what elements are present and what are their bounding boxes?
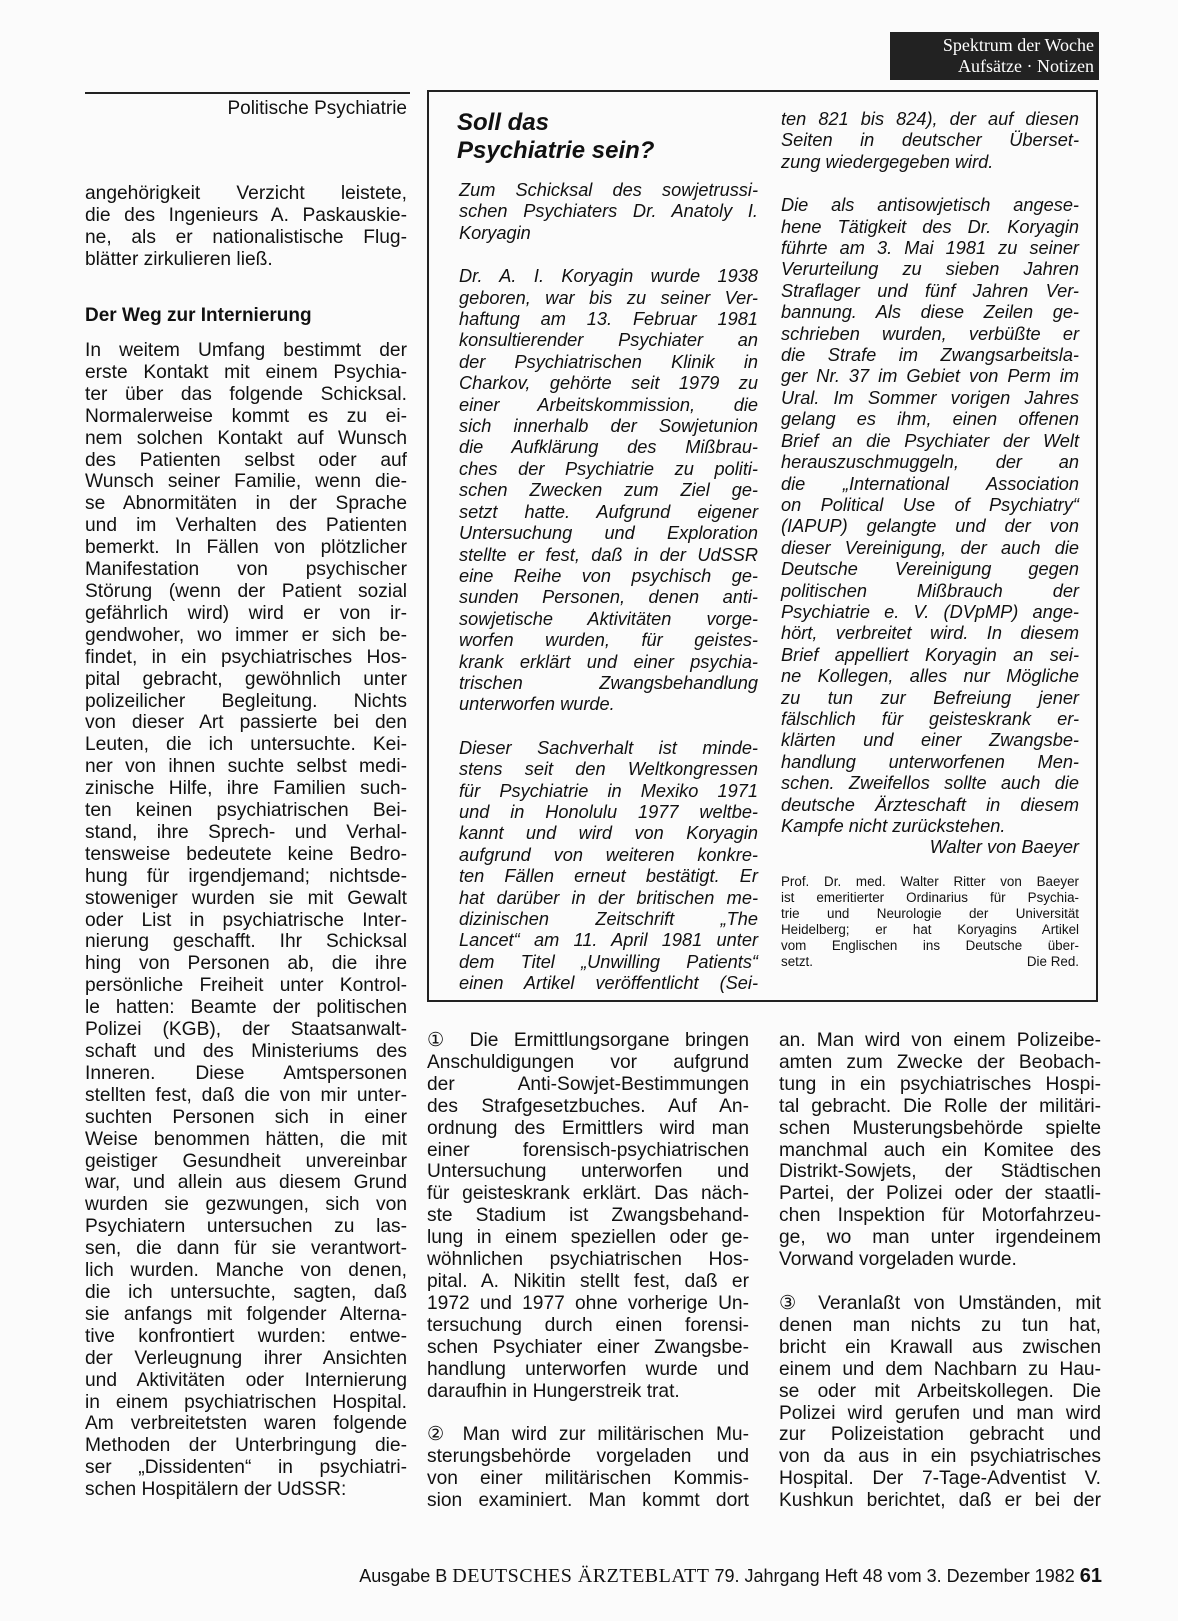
box-title-line2: Psychiatrie sein? (457, 137, 655, 164)
text-line: handlung unterworfenen Men- (781, 751, 1079, 772)
text-line: dieser Vereinigung, der auch die (781, 537, 1079, 558)
text-line: ne Kollegen, alles nur Mögliche (781, 666, 1079, 687)
text-line: dem Titel „Unwilling Patients“ (459, 951, 758, 972)
author-note-last: setzt. (781, 954, 813, 970)
list-item (427, 1424, 749, 1512)
list-item-continued (779, 1030, 1101, 1271)
text-line: ③ Veranlaßt von Umständen, mit (779, 1292, 1101, 1314)
text-line: einen Artikel veröffentlicht (Sei- (459, 973, 758, 994)
text-line: die ich untersuchte, sagten, daß (85, 1281, 407, 1303)
text-line: zung wiedergegeben wird. (781, 151, 994, 172)
text-line: hat darüber in der britischen me- (459, 887, 758, 908)
text-line: Anschuldigungen vor aufgrund (427, 1051, 749, 1073)
text-line: Untersuchung und Exploration (459, 523, 758, 544)
box-subtitle (459, 180, 758, 244)
text-line: gefährlich wird) wird er von ir- (85, 602, 407, 624)
text-line: klärten und einer Zwangsbe- (781, 730, 1079, 751)
text-line: hene Tätigkeit des Dr. Koryagin (781, 216, 1079, 237)
text-line: Psychiatern untersuchen zu las- (85, 1216, 407, 1238)
text-line: wöhnlichen psychiatrischen Hos- (427, 1249, 749, 1271)
text-line: hing von Personen ab, die ihre (85, 953, 407, 975)
footer-edition: Ausgabe B (359, 1566, 448, 1586)
section-heading: Der Weg zur Internierung (85, 305, 312, 326)
box-paragraph (781, 109, 1079, 173)
text-line: trie und Neurologie der Universität (781, 906, 1079, 922)
text-line: und in Honolulu 1977 weltbe- (459, 801, 758, 822)
text-line: kannt und wird von Koryagin (459, 823, 758, 844)
text-line: pital. A. Nikitin stellt fest, daß er (427, 1270, 749, 1292)
text-line: ① Die Ermittlungsorgane bringen (427, 1030, 749, 1051)
text-line: sich innerhalb der Sowjetunion (459, 416, 758, 437)
text-line: Die als antisowjetisch angese- (781, 195, 1079, 216)
text-line: der Psychiatrischen Klinik in (459, 351, 758, 372)
column-1-main (85, 305, 407, 1501)
text-line: tal gebracht. Die Rolle der militäri- (779, 1095, 1101, 1117)
text-line: die Strafe im Zwangsarbeitsla- (781, 345, 1079, 366)
text-line: In weitem Umfang bestimmt der (85, 340, 407, 361)
text-line: haftung am 13. Februar 1981 (459, 309, 758, 330)
text-line: bannung. Als diese Zeilen ge- (781, 302, 1079, 323)
text-line: von dieser Art passierte bei den (85, 712, 407, 734)
text-line: persönliche Freiheit unter Kontrol- (85, 975, 407, 997)
text-line: stens seit den Weltkongressen (459, 759, 758, 780)
text-line: sen, die dann für sie verantwort- (85, 1238, 407, 1260)
text-line: krank erklärt und einer psychia- (459, 651, 758, 672)
text-line: des Strafgesetzbuches. Auf An- (427, 1095, 749, 1117)
footer-issue: 79. Jahrgang Heft 48 vom 3. Dezember 1982 (714, 1566, 1075, 1586)
text-line: setzt hatte. Aufgrund eigener (459, 501, 758, 522)
text-line: se oder mit Arbeitskollegen. Die (779, 1380, 1101, 1402)
section-header-line2: Aufsätze · Notizen (958, 56, 1094, 76)
text-line: zinische Hilfe, ihre Familien such- (85, 778, 407, 800)
text-line: die „International Association (781, 473, 1079, 494)
top-rule (85, 92, 410, 94)
text-line: einer forensisch-psychiatrischen (427, 1139, 749, 1161)
text-line: eine Reihe von psychisch ge- (459, 565, 758, 586)
text-line: Partei, der Polizei oder der staatli- (779, 1183, 1101, 1205)
text-line: bemerkt. In Fällen von plötzlicher (85, 537, 407, 559)
text-line: herauszuschmuggeln, der an (781, 452, 1079, 473)
text-line: Polizei wird gerufen und man wird (779, 1402, 1101, 1424)
text-line: tung in ein psychiatrisches Hospi- (779, 1073, 1101, 1095)
text-line: sterungsbehörde vorgeladen und (427, 1446, 749, 1468)
text-line: ter über das folgende Schicksal. (85, 383, 407, 405)
text-line: Distrikt-Sowjets, der Städtischen (779, 1161, 1101, 1183)
section-header-line1: Spektrum der Woche (942, 35, 1094, 55)
text-line: geistiger Gesundheit unvereinbar (85, 1150, 407, 1172)
box-signature: Walter von Baeyer (929, 837, 1079, 858)
text-line: ger Nr. 37 im Gebiet von Perm im (781, 366, 1079, 387)
text-line: ten keinen psychiatrischen Bei- (85, 800, 407, 822)
text-line: stand, ihre Sprech- und Verhal- (85, 821, 407, 843)
text-line: zu tun zur Befreiung jener (781, 687, 1079, 708)
text-line: erste Kontakt mit einem Psychia- (85, 361, 407, 383)
text-line: deutsche Ärzteschaft in diesem (781, 794, 1079, 815)
author-note-text (781, 874, 1079, 954)
box-column-right (781, 109, 1079, 859)
text-line: Wunsch seiner Familie, wenn die- (85, 471, 407, 493)
text-line: Koryagin (459, 222, 531, 243)
section-header (890, 32, 1099, 80)
text-line: Normalerweise kommt es zu ei- (85, 405, 407, 427)
text-line: stellte er fest, daß in der UdSSR (459, 544, 758, 565)
text-line: ner von ihnen suchte selbst medi- (85, 756, 407, 778)
text-line: an. Man wird von einem Polizeibe- (779, 1030, 1101, 1051)
text-line: lich wurden. Manche von denen, (85, 1260, 407, 1282)
text-line: Brief appelliert Koryagin an sei- (781, 644, 1079, 665)
text-line: tersuchung durch einen forensi- (427, 1314, 749, 1336)
text-line: angehörigkeit Verzicht leistete, (85, 183, 407, 204)
text-line: se Abnormitäten in der Sprache (85, 493, 407, 515)
text-line: ist emeritierter Ordinarius für Psychia- (781, 890, 1079, 906)
text-line: Polizei (KGB), der Staatsanwalt- (85, 1019, 407, 1041)
text-line: le hatten: Beamte der politischen (85, 997, 407, 1019)
column-2 (427, 1030, 749, 1512)
text-line: ten 821 bis 824), der auf diesen (781, 109, 1079, 129)
footer-journal: DEUTSCHES ÄRZTEBLATT (452, 1565, 710, 1587)
text-line: Dieser Sachverhalt ist minde- (459, 737, 758, 758)
text-line: Untersuchung unterworfen und (427, 1161, 749, 1183)
text-line: Inneren. Diese Amtspersonen (85, 1062, 407, 1084)
box-paragraph (459, 266, 758, 716)
text-line: Weise benommen hätten, die mit (85, 1128, 407, 1150)
text-line: zur Polizeistation gebracht und (779, 1424, 1101, 1446)
text-line: (IAPUP) gelangte und der von (781, 516, 1079, 537)
text-line: dizinischen Zeitschrift „The (459, 909, 758, 929)
text-line: trischen Zwangsbehandlung (459, 672, 758, 693)
text-line: nierung geschafft. Ihr Schicksal (85, 931, 407, 953)
column-1-text (85, 340, 407, 1501)
text-line: in einem psychiatrischen Hospital. (85, 1391, 407, 1413)
text-line: schaft und des Ministeriums des (85, 1041, 407, 1062)
box-title-line1: Soll das (457, 109, 550, 136)
text-line: schen Zwecken zum Ziel ge- (459, 480, 758, 501)
text-line: denen man nichts zu tun hat, (779, 1314, 1101, 1336)
text-line: schen Psychiater einer Zwangsbe- (427, 1336, 749, 1358)
text-line: ches der Psychiatrie zu politi- (459, 458, 758, 479)
text-line: unterworfen wurde. (459, 694, 615, 715)
text-line: Prof. Dr. med. Walter Ritter von Baeyer (781, 874, 1079, 889)
text-line: Lancet“ am 11. April 1981 unter (459, 930, 758, 951)
text-line: ne, als er nationalistische Flug- (85, 226, 407, 248)
text-line: Seiten in deutscher Überset- (781, 130, 1079, 151)
text-line: einer Arbeitskommission, die (459, 394, 758, 415)
text-line: Psychiatrie e. V. (DVpMP) ange- (781, 601, 1079, 622)
text-line: aufgrund von weiteren konkre- (459, 844, 758, 865)
text-line: schrieben wurden, verbüßte er (781, 323, 1079, 344)
text-line: tive konfrontiert wurden: entwe- (85, 1325, 407, 1347)
text-line: Verurteilung zu sieben Jahren (781, 259, 1079, 280)
text-line: lung in einem speziellen oder ge- (427, 1227, 749, 1249)
text-line: schen Musterungsbehörde spielte (779, 1117, 1101, 1139)
text-line: worfen wurden, für geistes- (459, 630, 758, 651)
text-line: amten zum Zwecke der Beobach- (779, 1051, 1101, 1073)
text-line: Störung (wenn der Patient sozial (85, 580, 407, 602)
text-line: hört, verbreitet wird. In diesem (781, 623, 1079, 644)
box-paragraph (459, 738, 758, 995)
box-title (457, 109, 757, 165)
text-line: ordnung des Ermittlers wird man (427, 1117, 749, 1139)
text-line: nem solchen Kontakt auf Wunsch (85, 427, 407, 449)
text-line: der Verleugnung ihrer Ansichten (85, 1347, 407, 1369)
text-line: politischen Mißbrauch der (781, 580, 1079, 601)
text-line: von einer militärischen Kommis- (427, 1468, 749, 1490)
text-line: hung für irgendjemand; nichtsde- (85, 865, 407, 887)
text-line: polizeilicher Begleitung. Nichts (85, 690, 407, 712)
page-footer (0, 1565, 1102, 1588)
text-line: blätter zirkulieren ließ. (85, 248, 273, 270)
editor-credit: Die Red. (1026, 954, 1079, 970)
box-paragraph (781, 195, 1079, 837)
text-line: ge, wo man unter irgendeinem (779, 1227, 1101, 1249)
text-line: manchmal auch ein Komitee des (779, 1139, 1101, 1161)
text-line: Leuten, die ich untersuchte. Kei- (85, 734, 407, 756)
text-line: gendwoher, wo immer er sich be- (85, 624, 407, 646)
text-line: suchten Personen sich in einer (85, 1106, 407, 1128)
text-line: die des Ingenieurs A. Paskauskie- (85, 204, 407, 226)
column-3 (779, 1030, 1101, 1512)
text-line: fälschlich für geisteskrank er- (781, 708, 1079, 729)
text-line: die Aufklärung des Mißbrau- (459, 437, 758, 458)
text-line: pital gebracht, gewöhnlich unter (85, 668, 407, 690)
column-1-intro (85, 183, 407, 271)
text-line: Brief an die Psychiater der Welt (781, 430, 1079, 451)
text-line: Methoden der Unterbringung die- (85, 1435, 407, 1457)
text-line: des Patienten selbst oder auf (85, 449, 407, 471)
text-line: gelang es ihm, einen offenen (781, 409, 1079, 430)
text-line: tensweise bedeutete keine Bedro- (85, 843, 407, 865)
text-line: für geisteskrank erklärt. Das näch- (427, 1183, 749, 1205)
text-line: sie anfangs mit folgender Alterna- (85, 1303, 407, 1325)
text-line: schen Hospitälern der UdSSR: (85, 1479, 347, 1501)
text-line: daraufhin in Hungerstreik trat. (427, 1380, 680, 1402)
text-line: Charkov, gehörte seit 1979 zu (459, 373, 758, 394)
text-line: Kampfe nicht zurückstehen. (781, 816, 1006, 836)
text-line: Manifestation von psychischer (85, 559, 407, 581)
text-line: on Political Use of Psychiatry“ (781, 494, 1079, 515)
text-line: Heidelberg; er hat Koryagins Artikel (781, 922, 1079, 938)
text-line: Vorwand vorgeladen wurde. (779, 1249, 1017, 1271)
text-line: Kushkun berichtet, daß er bei der (779, 1490, 1101, 1512)
text-line: sowjetische Aktivitäten vorge- (459, 608, 758, 629)
text-line: und Aktivitäten oder Internierung (85, 1369, 407, 1391)
text-line: einem und dem Nachbarn zu Hau- (779, 1358, 1101, 1380)
text-line: stellten fest, daß die von mir unter- (85, 1084, 407, 1106)
text-line: Ural. Im Sommer vorigen Jahres (781, 387, 1079, 408)
text-line: für Psychiatrie in Mexiko 1971 (459, 780, 758, 801)
box-column-left (459, 180, 758, 995)
text-line: ste Stadium ist Zwangsbehand- (427, 1205, 749, 1227)
text-line: chen Inspektion für Motorfahrzeu- (779, 1205, 1101, 1227)
text-line: schen Psychiaters Dr. Anatoly I. (459, 201, 758, 222)
text-line: bricht ein Krawall aus zwischen (779, 1336, 1101, 1358)
list-item (779, 1293, 1101, 1512)
text-line: führte am 3. Mai 1981 zu seiner (781, 238, 1079, 259)
text-line: von da aus in ein psychiatrisches (779, 1446, 1101, 1468)
text-line: der Anti-Sowjet-Bestimmungen (427, 1073, 749, 1095)
text-line: Deutsche Vereinigung gegen (781, 559, 1079, 580)
text-line: ② Man wird zur militärischen Mu- (427, 1424, 749, 1446)
page-number: 61 (1079, 1565, 1102, 1587)
list-item (427, 1030, 749, 1402)
text-line: geboren, war bis zu seiner Ver- (459, 287, 758, 308)
text-line: handlung unterworfen wurde und (427, 1358, 749, 1380)
text-line: sunden Personen, denen anti- (459, 587, 758, 608)
text-line: oder List in psychiatrische Inter- (85, 909, 407, 931)
text-line: ten Fällen erneut bestätigt. Er (459, 866, 758, 887)
text-line: wurden sie gezwungen, sich von (85, 1194, 407, 1216)
text-line: vom Englischen ins Deutsche über- (781, 938, 1079, 954)
text-line: Zum Schicksal des sowjetrussi- (459, 180, 758, 200)
text-line: Am verbreitetsten waren folgende (85, 1413, 407, 1435)
author-note (781, 874, 1079, 971)
text-line: findet, in ein psychiatrisches Hos- (85, 646, 407, 668)
text-line: schen. Zweifellos sollte auch die (781, 773, 1079, 794)
text-line: sion examiniert. Man kommt dort (427, 1490, 749, 1512)
text-line: war, und allein aus diesem Grund (85, 1172, 407, 1194)
text-line: konsultierender Psychiater an (459, 330, 758, 351)
text-line: Hospital. Der 7-Tage-Adventist V. (779, 1468, 1101, 1490)
text-line: und im Verhalten des Patienten (85, 515, 407, 537)
text-line: stoweniger wurden sie mit Gewalt (85, 887, 407, 909)
rubric: Politische Psychiatrie (227, 98, 407, 119)
text-line: 1972 und 1977 ohne vorherige Un- (427, 1292, 749, 1314)
text-line: ser „Dissidenten“ in psychiatri- (85, 1457, 407, 1479)
text-line: Dr. A. I. Koryagin wurde 1938 (459, 266, 758, 287)
text-line: Straflager und fünf Jahren Ver- (781, 280, 1079, 301)
